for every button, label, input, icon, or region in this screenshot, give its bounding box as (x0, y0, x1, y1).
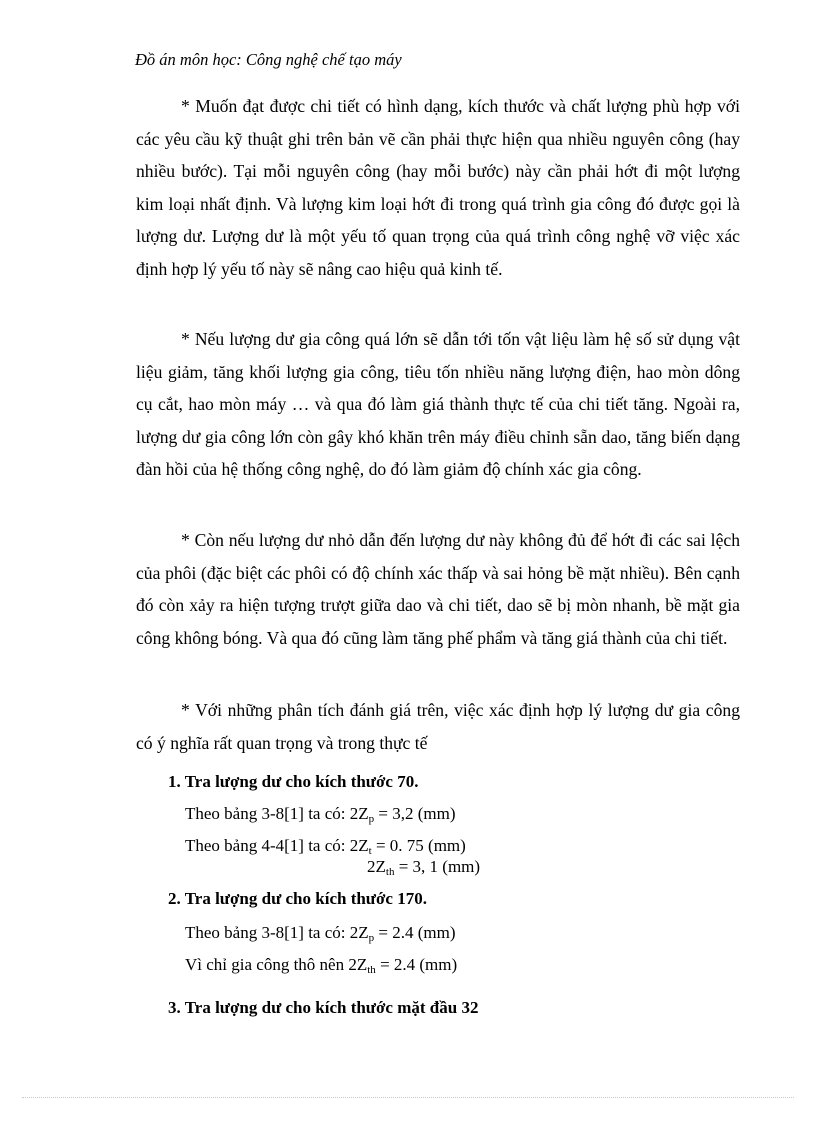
allowance-line-zp-170: Theo bảng 3-8[1] ta có: $2Z_p = 2.4$ (mm) (185, 923, 456, 944)
allowance-line-zth-170: Vì chỉ gia công thô nên $2Z_{th} = 2.4$ (mm) (185, 955, 458, 976)
allowance-line-zt-70: Theo bảng 4-4[1] ta có: $2Z_t = 0$. 75 (mm) (185, 836, 466, 857)
paragraph-large-allowance: * Nếu lượng dư gia công quá lớn sẽ dẫn tới tốn vật liệu làm hệ số sử dụng vật liệu giảm, tăng khối lượng gia công, tiêu tốn nhiều năng lượng điện, hao mòn dông cụ cắt, hao mòn máy … và qua đó làm giá thành thực tế của chi tiết tăng. Ngoài ra, lượng dư gia công lớn còn gây khó khăn trên máy điều chỉnh sẵn dao, tăng biến dạng đàn hồi của hệ thống công nghệ, do đó làm giảm độ chính xác gia công. (136, 329, 740, 480)
section-heading-170: 2. Tra lượng dư cho kích thước 170. (168, 889, 427, 908)
paragraph-small-allowance: * Còn nếu lượng dư nhỏ dẫn đến lượng dư này không đủ để hớt đi các sai lệch của phôi (đặc biệt các phôi có độ chính xác thấp và sai hỏng bề mặt nhiều). Bên cạnh đó còn xảy ra hiện tượng trượt giữa dao và chi tiết, dao sẽ bị mòn nhanh, bề mặt gia công không bóng. Và qua đó cũng làm tăng phế phẩm và tăng giá thành của chi tiết. (136, 530, 740, 648)
paragraph-allowance-definition: * Muốn đạt được chi tiết có hình dạng, kích thước và chất lượng phù hợp với các yêu cầu kỹ thuật ghi trên bản vẽ cần phải thực hiện qua nhiều nguyên công (hay nhiều bước). Tại mỗi nguyên công (hay mỗi bước) này cần phải hớt đi một lượng kim loại nhất định. Và lượng kim loại hớt đi trong quá trình gia công đó được gọi là lượng dư. Lượng dư là một yếu tố quan trọng của quá trình công nghệ vỡ việc xác định hợp lý yếu tố này sẽ nâng cao hiệu quả kinh tế. (136, 96, 740, 279)
section-heading-face-32: 3. Tra lượng dư cho kích thước mặt đầu 32 (168, 998, 479, 1017)
allowance-line-zp-70: Theo bảng 3-8[1] ta có: $2Z_p = 3,2$ (mm) (185, 804, 456, 825)
paragraph-conclusion: * Với những phân tích đánh giá trên, việc xác định hợp lý lượng dư gia công có ý nghĩa rất quan trọng và trong thực tế (136, 700, 740, 753)
footer-rule (22, 1097, 794, 1098)
allowance-line-zth-70: $2Z_{th} = 3$, 1 (mm) (367, 857, 481, 878)
page-header: Đồ án môn học: Công nghệ chế tạo máy (135, 50, 402, 69)
section-heading-70: 1. Tra lượng dư cho kích thước 70. (168, 772, 419, 791)
